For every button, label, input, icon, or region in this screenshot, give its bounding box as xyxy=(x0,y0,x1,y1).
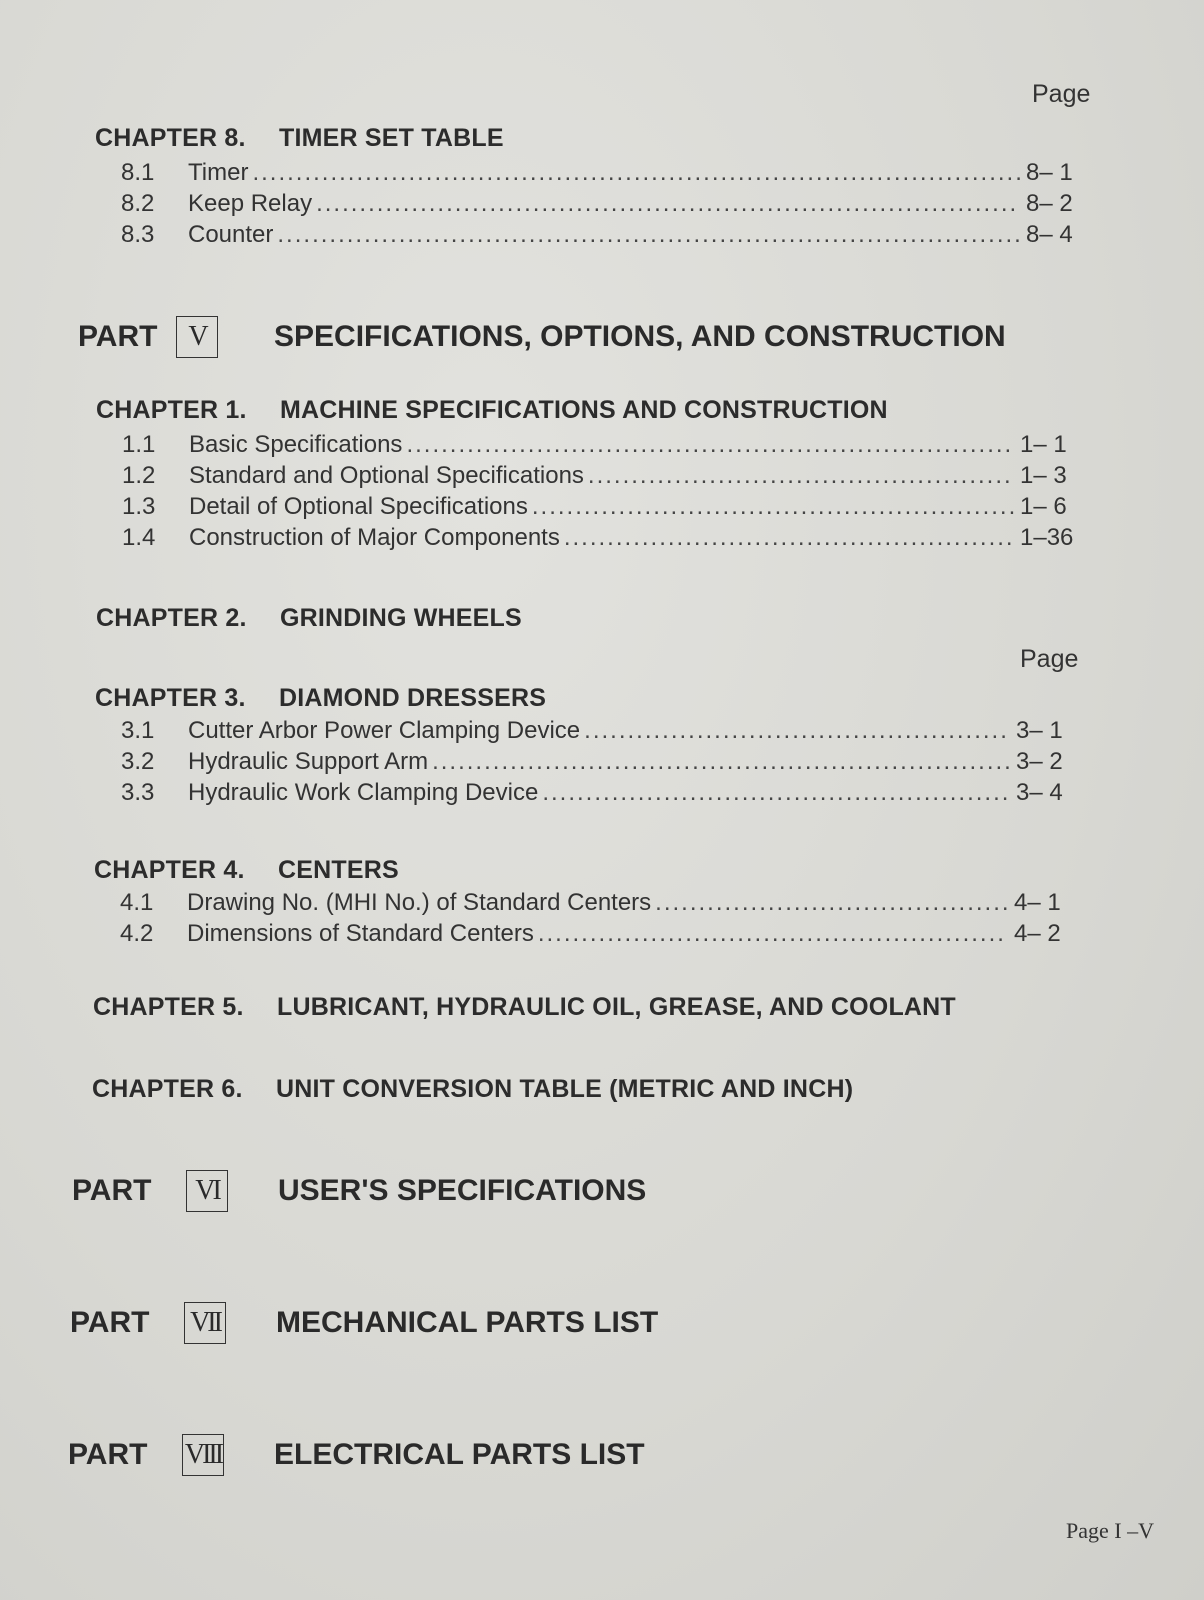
toc-entry[interactable] xyxy=(121,717,1080,748)
part-label: PART xyxy=(78,320,158,353)
entry-page: 3– 2 xyxy=(1016,748,1063,775)
toc-entry[interactable] xyxy=(121,221,1090,252)
toc-entry[interactable] xyxy=(122,493,1084,524)
entry-title: Hydraulic Work Clamping Device xyxy=(188,779,539,806)
entry-number: 8.3 xyxy=(121,221,155,248)
part-5-heading[interactable] xyxy=(78,316,1006,358)
entry-title: Basic Specifications xyxy=(189,431,403,458)
part-roman-numeral: VI xyxy=(186,1170,228,1212)
entry-title: Drawing No. (MHI No.) of Standard Centers xyxy=(187,889,652,916)
chapter-heading xyxy=(95,124,1090,153)
part-title: USER'S SPECIFICATIONS xyxy=(278,1174,647,1207)
entry-number: 1.3 xyxy=(122,493,156,520)
entry-page: 8– 1 xyxy=(1026,159,1073,186)
chapter-title: CENTERS xyxy=(278,856,399,884)
page-column-label: Page xyxy=(1032,80,1091,108)
toc-entry[interactable] xyxy=(122,462,1084,493)
entry-title: Timer xyxy=(188,159,249,186)
entry-title: Dimensions of Standard Centers xyxy=(187,920,534,947)
leader-dots xyxy=(532,493,1014,521)
chapter-title: GRINDING WHEELS xyxy=(280,604,522,632)
chapter-number: CHAPTER 6. xyxy=(92,1075,243,1103)
chapter-heading xyxy=(95,684,1080,713)
page-number: Page I –V xyxy=(1066,1518,1154,1543)
entry-page: 8– 4 xyxy=(1026,221,1073,248)
toc-entry[interactable] xyxy=(121,159,1090,190)
entry-page: 4– 2 xyxy=(1014,920,1061,947)
part-label: PART xyxy=(72,1174,152,1207)
entry-page: 3– 1 xyxy=(1016,717,1063,744)
chapter-number: CHAPTER 4. xyxy=(94,856,245,884)
entry-number: 1.2 xyxy=(122,462,156,489)
entry-page: 3– 4 xyxy=(1016,779,1063,806)
chapter-title: TIMER SET TABLE xyxy=(279,124,504,152)
chapter-number: CHAPTER 3. xyxy=(95,684,246,712)
toc-entry[interactable] xyxy=(121,190,1090,221)
entry-page: 1–36 xyxy=(1020,524,1074,551)
leader-dots xyxy=(584,717,1010,745)
chapter-3-section xyxy=(95,684,1080,810)
entry-number: 3.3 xyxy=(121,779,155,806)
part-6-heading[interactable] xyxy=(72,1170,646,1212)
entry-number: 4.2 xyxy=(120,920,154,947)
chapter-4-section xyxy=(94,856,1078,951)
leader-dots xyxy=(277,221,1020,249)
leader-dots xyxy=(655,889,1008,917)
chapter-6-heading[interactable] xyxy=(92,1075,853,1104)
part-title: SPECIFICATIONS, OPTIONS, AND CONSTRUCTION xyxy=(274,320,1006,353)
entry-number: 8.1 xyxy=(121,159,155,186)
chapter-title: LUBRICANT, HYDRAULIC OIL, GREASE, AND COOLANT xyxy=(277,993,956,1021)
toc-entry[interactable] xyxy=(120,889,1078,920)
toc-entry[interactable] xyxy=(120,920,1078,951)
chapter-number: CHAPTER 8. xyxy=(95,124,246,152)
leader-dots xyxy=(406,431,1014,459)
entry-page: 1– 3 xyxy=(1020,462,1067,489)
chapter-1-section xyxy=(96,396,1084,555)
entry-title: Construction of Major Components xyxy=(189,524,560,551)
entry-page: 8– 2 xyxy=(1026,190,1073,217)
entry-title: Cutter Arbor Power Clamping Device xyxy=(188,717,581,744)
chapter-heading xyxy=(94,856,1078,885)
part-7-heading[interactable] xyxy=(70,1302,658,1344)
leader-dots xyxy=(252,159,1020,187)
part-roman-numeral: VII xyxy=(184,1302,226,1344)
leader-dots xyxy=(316,190,1020,218)
part-title: ELECTRICAL PARTS LIST xyxy=(274,1438,645,1471)
entry-number: 3.1 xyxy=(121,717,155,744)
part-label: PART xyxy=(70,1306,150,1339)
entry-number: 1.1 xyxy=(122,431,156,458)
chapter-title: DIAMOND DRESSERS xyxy=(279,684,547,712)
entry-title: Hydraulic Support Arm xyxy=(188,748,429,775)
toc-entry[interactable] xyxy=(122,431,1084,462)
page-footer xyxy=(1066,1518,1154,1544)
leader-dots xyxy=(542,779,1010,807)
chapter-number: CHAPTER 5. xyxy=(93,993,244,1021)
part-roman-numeral: V xyxy=(176,316,218,358)
part-8-heading[interactable] xyxy=(68,1434,645,1476)
entry-page: 4– 1 xyxy=(1014,889,1061,916)
leader-dots xyxy=(588,462,1014,490)
leader-dots xyxy=(538,920,1008,948)
part-roman-numeral: VIII xyxy=(182,1434,224,1476)
chapter-number: CHAPTER 2. xyxy=(96,604,247,632)
entry-number: 4.1 xyxy=(120,889,154,916)
entry-number: 1.4 xyxy=(122,524,156,551)
toc-entry[interactable] xyxy=(121,779,1080,810)
entry-title: Keep Relay xyxy=(188,190,313,217)
toc-entry[interactable] xyxy=(122,524,1084,555)
chapter-2-heading[interactable] xyxy=(96,604,522,633)
leader-dots xyxy=(564,524,1014,552)
entry-page: 1– 1 xyxy=(1020,431,1067,458)
entry-page: 1– 6 xyxy=(1020,493,1067,520)
entry-title: Detail of Optional Specifications xyxy=(189,493,528,520)
toc-entry[interactable] xyxy=(121,748,1080,779)
chapter-8-section xyxy=(95,124,1090,252)
part-title: MECHANICAL PARTS LIST xyxy=(276,1306,659,1339)
entry-title: Counter xyxy=(188,221,274,248)
entry-title: Standard and Optional Specifications xyxy=(189,462,584,489)
page-column-label: Page xyxy=(1020,645,1079,673)
chapter-title: MACHINE SPECIFICATIONS AND CONSTRUCTION xyxy=(280,396,888,424)
part-label: PART xyxy=(68,1438,148,1471)
chapter-title: UNIT CONVERSION TABLE (METRIC AND INCH) xyxy=(276,1075,854,1103)
entry-number: 3.2 xyxy=(121,748,155,775)
leader-dots xyxy=(432,748,1010,776)
chapter-5-heading[interactable] xyxy=(93,993,956,1022)
chapter-number: CHAPTER 1. xyxy=(96,396,247,424)
chapter-heading xyxy=(96,396,1084,425)
entry-number: 8.2 xyxy=(121,190,155,217)
